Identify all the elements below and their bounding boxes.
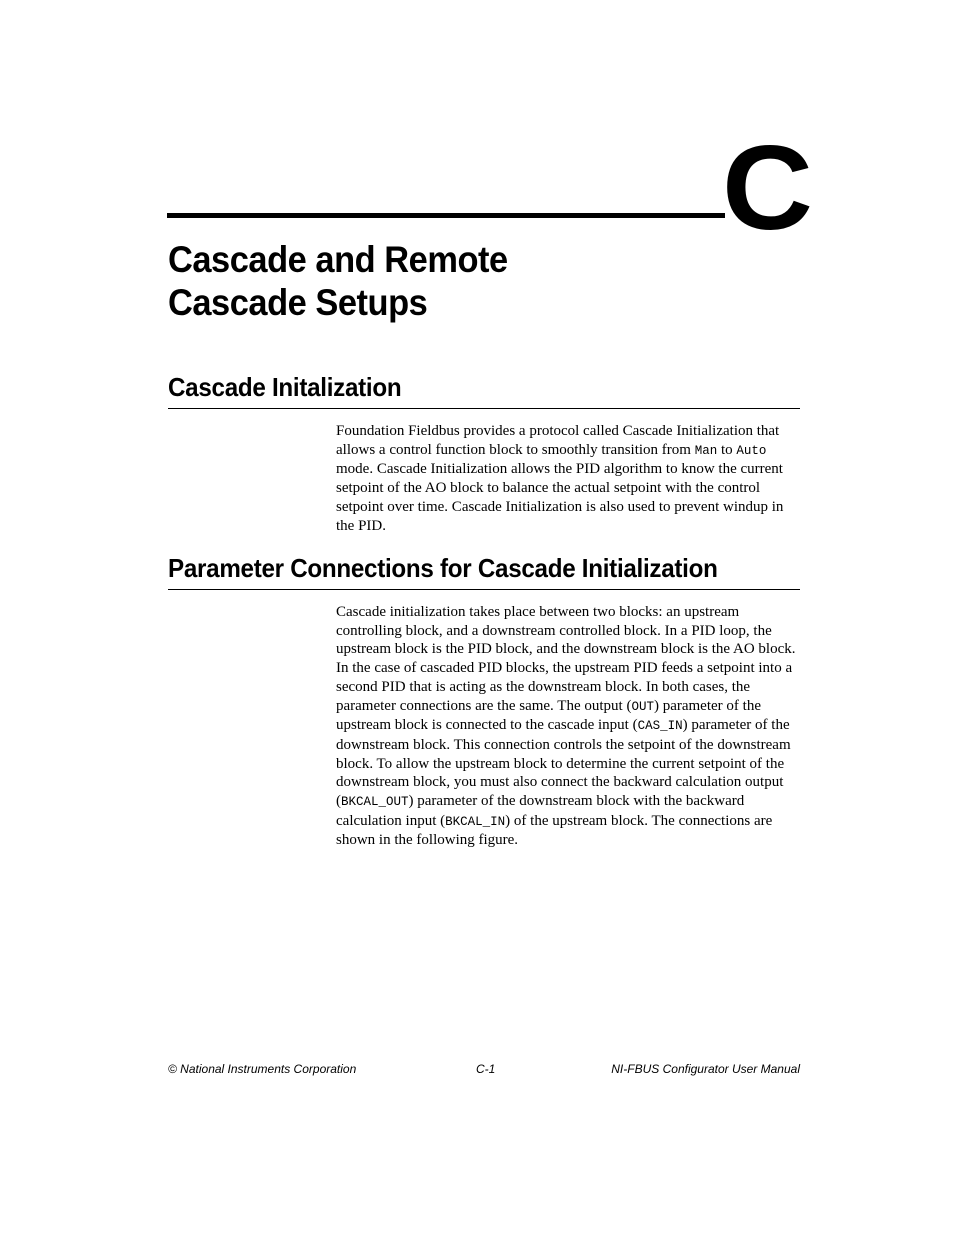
text-run: ) parameter of the upstream block is connected to the cascade input ( — [336, 697, 761, 734]
text-run: ) of the upstream block. The connections are shown in the following figure. — [336, 812, 773, 849]
code-term: Auto — [736, 443, 767, 458]
text-run: ) parameter of the downstream block. This connection controls the setpoint of the downstream block. To allow the upstream block to determine the current setpoint of the downstream block, you must also connect the backward calculation output ( — [336, 717, 791, 810]
chapter-rule — [167, 213, 725, 218]
section-heading-parameter-connections: Parameter Connections for Cascade Initialization — [168, 553, 718, 583]
paragraph-cascade-initialization — [336, 422, 800, 535]
text-run: to — [717, 441, 737, 458]
section-heading-cascade-initialization: Cascade Initalization — [168, 372, 402, 402]
chapter-letter: C — [722, 121, 811, 255]
footer-page-number: C-1 — [476, 1062, 496, 1076]
paragraph-parameter-connections — [336, 603, 800, 850]
text-run: ) parameter of the downstream block with the backward calculation input ( — [336, 793, 745, 829]
footer-copyright: © National Instruments Corporation — [168, 1062, 357, 1076]
code-term: Man — [694, 443, 718, 458]
text-run: Foundation Fieldbus provides a protocol called Cascade Initialization that allows a control function block to smoothly transition from — [336, 423, 780, 458]
code-term: BKCAL_IN — [445, 814, 506, 829]
text-run: mode. Cascade Initialization allows the PID algorithm to know the current setpoint of the AO block to balance the actual setpoint with the control setpoint over time. Cascade Initialization is also used to prevent windup in the PID. — [336, 461, 784, 534]
code-term: CAS_IN — [637, 719, 683, 734]
code-term: BKCAL_OUT — [341, 795, 409, 810]
section-rule — [168, 408, 800, 409]
footer-manual-title: NI-FBUS Configurator User Manual — [611, 1062, 800, 1076]
chapter-title: Cascade and Remote Cascade Setups — [168, 239, 508, 323]
text-run: Cascade initialization takes place between two blocks: an upstream controlling block, and a downstream controlled block. In a PID loop, the upstream block is the PID block, and the downstream block is the AO block. In the case of cascaded PID blocks, the upstream PID feeds a setpoint into a second PID that is acting as the downstream block. In both cases, the parameter connections are the same. The output ( — [336, 604, 796, 714]
code-term: OUT — [631, 699, 654, 714]
section-rule — [168, 589, 800, 590]
